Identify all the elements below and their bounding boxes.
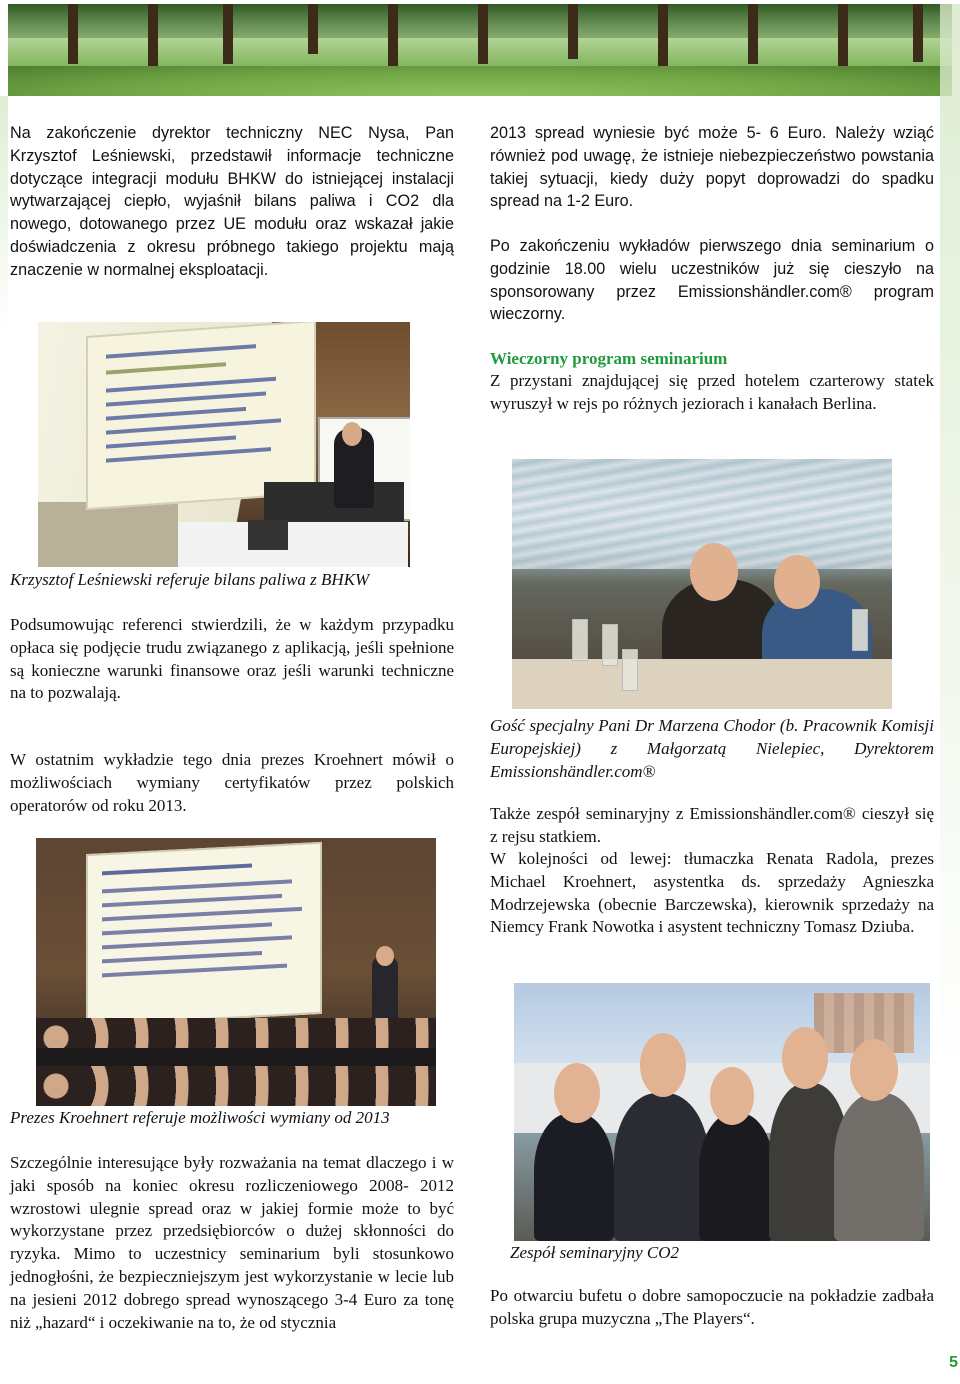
- caption-kroehnert: Prezes Kroehnert referuje możliwości wymiany od 2013: [10, 1108, 390, 1127]
- decorative-strip-left: [0, 96, 8, 336]
- photo-seminar-team: [514, 983, 930, 1241]
- page-number: 5: [949, 1354, 958, 1371]
- left-paragraph-kroehnert: W ostatnim wykładzie tego dnia prezes Kroehnert mówił o możliwościach wymiany certyfikatów przez polskich operatorów od roku 2013.: [10, 750, 454, 815]
- left-paragraph-spread: Szczególnie interesujące były rozważania na temat dlaczego i w jaki sposób na koniec okresu rozliczeniowego 2008- 2012 wzrostowi ulegnie spread oraz w jakiej formie może to być wykorzystane przez przedsiębiorców o dużej skłonności do ryzyka. Mimo to uczestnicy seminarium byli stosunkowo jednogłośni, że bezpieczniejszym jest wykorzystanie w lecie lub na jesieni 2012 dobrego spread wynoszącego 3-4 Euro za tonę niż „hazard“ i oczekiwanie na to, że od stycznia: [10, 1153, 454, 1332]
- right-paragraph-team-names: W kolejności od lewej: tłumaczka Renata Radola, prezes Michael Kroehnert, asystentka ds. sprzedaży Agnieszka Modrzejewska (obecnie Barczewska), kierownik sprzedaży na Niemcy Frank Nowotka i asystent techniczny Tomasz Dziuba.: [490, 849, 934, 937]
- heading-evening-program: Wieczorny program seminarium: [490, 349, 728, 368]
- photo-lecture-lesniewski: [38, 322, 410, 567]
- caption-special-guest: Gość specjalny Pani Dr Marzena Chodor (b. Pracownik Komisji Europejskiej) z Małgorzatą Nielepiec, Dyrektorem Emissionshändler.com®: [490, 716, 934, 781]
- left-paragraph-intro: Na zakończenie dyrektor techniczny NEC Nysa, Pan Krzysztof Leśniewski, przedstawił informacje techniczne dotyczące integracji modułu BHKW do istniejącej instalacji wytwarzającej ciepło, wyjaśnił bilans paliwa i CO2 dla nowego, dotowanego przez UE modułu oraz wskazał jakie doświadczenia z okresu próbnego takiego projektu mają znaczenie w normalnej eksploatacji.: [10, 124, 454, 279]
- right-paragraph-evening: Po zakończeniu wykładów pierwszego dnia seminarium o godzinie 18.00 wielu uczestników już się cieszyło na sponsorowany przez Emissionshändler.com® program wieczorny.: [490, 237, 934, 324]
- right-paragraph-team-cruise: Także zespół seminaryjny z Emissionshändler.com® cieszył się z rejsu statkiem.: [490, 804, 934, 846]
- right-paragraph-boat-trip: Z przystani znajdującej się przed hotelem czarterowy statek wyruszył w rejs po różnych jeziorach i kanałach Berlina.: [490, 371, 934, 413]
- decorative-strip-right: [940, 4, 960, 1344]
- photo-boat-guests: [512, 459, 892, 709]
- left-paragraph-summary: Podsumowując referenci stwierdzili, że w każdym przypadku opłaca się podjęcie trudu związanego z aplikacją, jeśli spełnione są konieczne warunki finansowe oraz jeśli warunki techniczne na to pozwalają.: [10, 615, 454, 703]
- caption-lesniewski: Krzysztof Leśniewski referuje bilans paliwa z BHKW: [10, 570, 370, 589]
- forest-banner-image: [8, 4, 952, 96]
- caption-team: Zespół seminaryjny CO2: [510, 1243, 680, 1262]
- right-paragraph-band: Po otwarciu bufetu o dobre samopoczucie na pokładzie zadbała polska grupa muzyczna „The Players“.: [490, 1286, 934, 1328]
- photo-lecture-kroehnert: [36, 838, 436, 1106]
- right-paragraph-spread-continued: 2013 spread wyniesie być może 5- 6 Euro. Należy wziąć również pod uwagę, że istnieje niebezpieczeństwo powstania takiej sytuacji, kiedy duży popyt doprowadzi do spadku spread na 1-2 Euro.: [490, 124, 934, 211]
